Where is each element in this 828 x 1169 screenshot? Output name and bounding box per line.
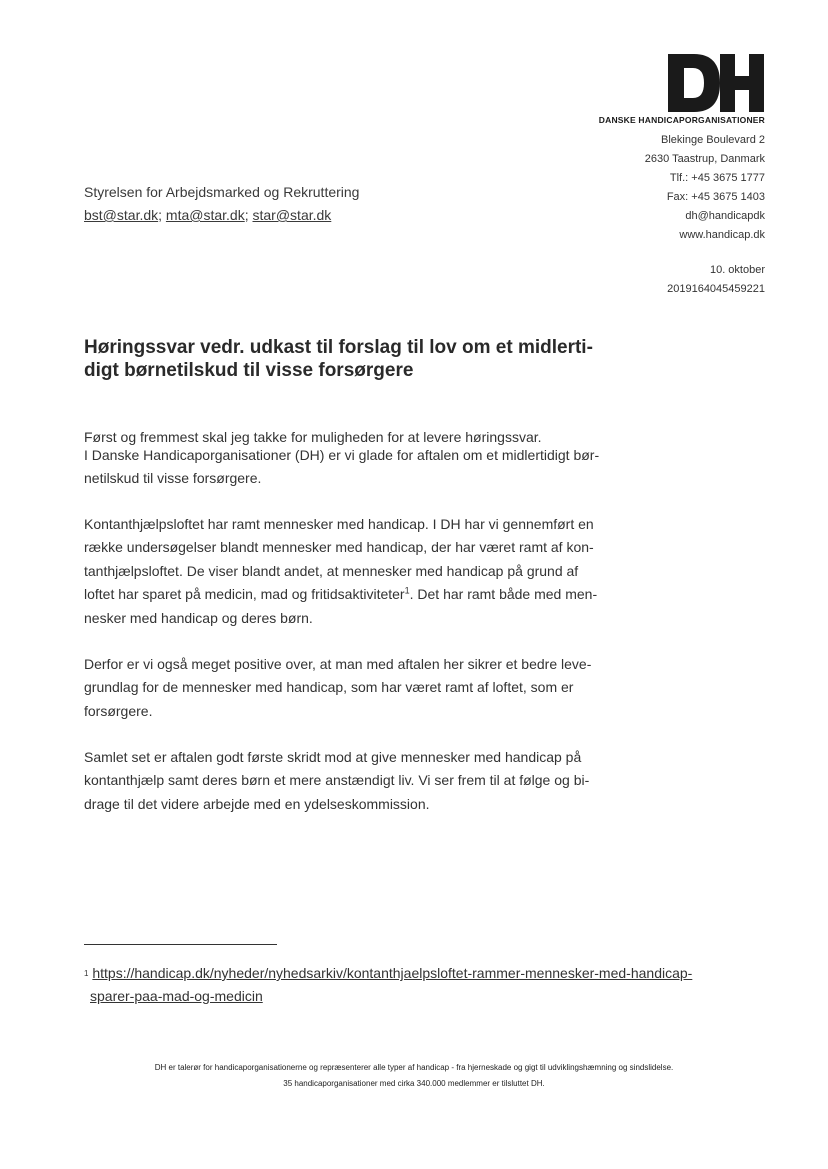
footnote-ref[interactable]: 1 [404, 585, 410, 596]
website: www.handicap.dk [679, 229, 765, 241]
footer-line-1: DH er talerør for handicaporganisationerne og repræsenterer alle typer af handicap - fra hjerneskade og gigt til udviklingshæmning og sindslidelse. [154, 1063, 674, 1072]
recipient-block [84, 181, 359, 227]
recipient-name: Styrelsen for Arbejdsmarked og Rekruttering [84, 184, 360, 200]
date-block [560, 261, 765, 299]
phone: Tlf.: +45 3675 1777 [669, 172, 765, 184]
recipient-emails: bst@star.dk; mta@star.dk; star@star.dk [84, 207, 332, 223]
footnote-link-cont[interactable]: sparer-paa-mad-og-medicin [90, 988, 263, 1004]
org-name: DANSKE HANDICAPORGANISATIONER [598, 115, 765, 125]
paragraph-3: Kontanthjælpsloftet har ramt mennesker med handicap. I DH har vi gennemført en række undersøgelser blandt mennesker med handicap, der har været ramt af kon- tanthjælpsloftet. De viser blandt andet, at mennesker med handicap på grund af loftet har sparet på medicin, mad og fritidsaktiviteter$^1$. Det har ramt både med men- nesker med handicap og deres børn. [84, 516, 598, 626]
email-link-mta[interactable]: mta@star.dk [165, 207, 245, 223]
paragraph-5: Samlet set er aftalen godt første skridt mod at give mennesker med handicap på kontanthjælp samt deres børn et mere anstændigt liv. Vi ser frem til at følge og bi- drage til det videre arbejde med en ydelseskommission. [84, 749, 590, 812]
email-link-bst[interactable]: bst@star.dk [84, 207, 159, 223]
city: 2630 Taastrup, Danmark [644, 153, 765, 165]
footnote-number: 1 [84, 969, 89, 978]
footer-line-2: 35 handicaporganisationer med cirka 340.000 medlemmer er tilsluttet DH. [283, 1079, 545, 1088]
reference-number: 2019164045459221 [667, 283, 765, 295]
footnote-divider [84, 944, 277, 945]
date: 10. oktober [709, 264, 765, 276]
fax: Fax: +45 3675 1403 [666, 191, 765, 203]
title-line-2: digt børnetilskud til visse forsørgere [84, 360, 414, 381]
paragraph-2: I Danske Handicaporganisationer (DH) er vi glade for aftalen om et midlertidigt bør- netilskud til visse forsørgere. [84, 447, 600, 487]
footnote-link[interactable]: https://handicap.dk/nyheder/nyhedsarkiv/kontanthjaelpsloftet-rammer-mennesker-med-handicap- [92, 965, 693, 981]
paragraph-4: Derfor er vi også meget positive over, at man med aftalen her sikrer et bedre leve- grundlag for de mennesker med handicap, som har været ramt af loftet, som er forsørgere. [84, 656, 592, 719]
footnote [84, 962, 692, 1008]
email-link-star[interactable]: star@star.dk [252, 207, 332, 223]
address: Blekinge Boulevard 2 [661, 134, 765, 146]
contact-block [560, 131, 765, 245]
dh-logo [668, 54, 764, 112]
page-footer [0, 1060, 828, 1092]
paragraph-1: Først og fremmest skal jeg takke for muligheden for at levere høringssvar. [84, 429, 542, 445]
contact-email: dh@handicapdk [685, 210, 765, 222]
title-line-1: Høringssvar vedr. udkast til forslag til lov om et midlerti- [84, 337, 593, 358]
document-title [84, 336, 593, 382]
